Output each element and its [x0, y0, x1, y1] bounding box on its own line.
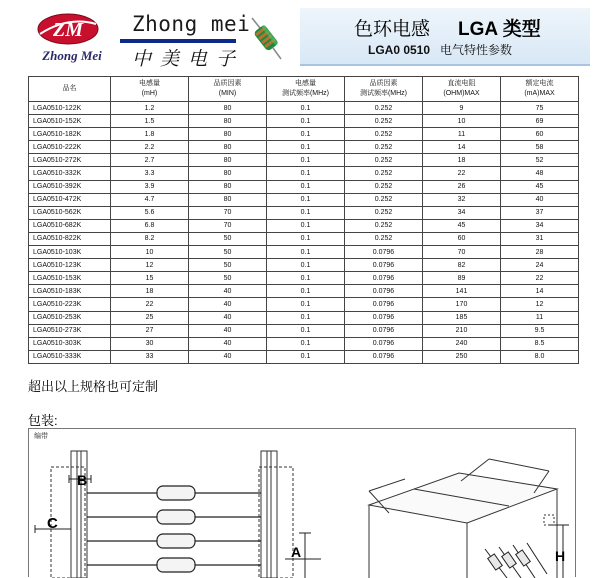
dimension-h	[549, 525, 569, 578]
table-cell: 1.2	[111, 102, 189, 115]
table-cell: 40	[189, 298, 267, 311]
column-header-line1: 品质因素	[213, 80, 242, 87]
column-header-line2: (mA)MAX	[524, 90, 555, 97]
table-row	[29, 102, 579, 115]
logo-word: Zhong Mei	[42, 48, 102, 63]
table-cell: 89	[423, 272, 501, 285]
title-box	[300, 8, 590, 66]
table-cell: 10	[111, 246, 189, 259]
table-row	[29, 154, 579, 167]
table-cell: 14	[501, 285, 579, 298]
table-cell: 8.2	[111, 232, 189, 245]
part-number-cell: LGA0510-103K	[29, 246, 111, 259]
table-cell: 70	[423, 246, 501, 259]
table-cell: 4.7	[111, 193, 189, 206]
table-cell: 32	[423, 193, 501, 206]
table-cell: 1.8	[111, 128, 189, 141]
part-number-cell: LGA0510-333K	[29, 350, 111, 363]
part-number-cell: LGA0510-822K	[29, 232, 111, 245]
dim-h-label: H	[555, 548, 566, 564]
table-cell: 14	[423, 141, 501, 154]
table-cell: 69	[501, 115, 579, 128]
table-cell: 33	[111, 350, 189, 363]
table-cell: 0.1	[267, 115, 345, 128]
table-cell: 0.252	[345, 193, 423, 206]
taped-components	[87, 486, 261, 572]
table-cell: 45	[423, 219, 501, 232]
title-chinese: 色环电感	[354, 19, 431, 40]
table-cell: 75	[501, 102, 579, 115]
table-cell: 0.1	[267, 154, 345, 167]
table-row	[29, 206, 579, 219]
table-cell: 48	[501, 167, 579, 180]
table-row	[29, 337, 579, 350]
table-cell: 0.1	[267, 128, 345, 141]
part-number-cell: LGA0510-273K	[29, 324, 111, 337]
table-cell: 0.1	[267, 298, 345, 311]
part-number-cell: LGA0510-303K	[29, 337, 111, 350]
part-number-cell: LGA0510-122K	[29, 102, 111, 115]
part-number-cell: LGA0510-153K	[29, 272, 111, 285]
part-number-cell: LGA0510-183K	[29, 285, 111, 298]
table-cell: 0.252	[345, 115, 423, 128]
table-cell: 6.8	[111, 219, 189, 232]
table-cell: 0.252	[345, 154, 423, 167]
subtitle-chinese: 电气特性参数	[440, 43, 513, 57]
table-cell: 5.6	[111, 206, 189, 219]
table-cell: 50	[189, 232, 267, 245]
table-cell: 12	[111, 259, 189, 272]
table-row	[29, 128, 579, 141]
part-number-cell: LGA0510-472K	[29, 193, 111, 206]
table-cell: 0.1	[267, 141, 345, 154]
table-row	[29, 311, 579, 324]
table-row	[29, 246, 579, 259]
drawing-label: 编带	[34, 433, 48, 440]
table-row	[29, 141, 579, 154]
header	[0, 0, 600, 72]
table-cell: 0.1	[267, 311, 345, 324]
table-row	[29, 298, 579, 311]
table-cell: 0.1	[267, 337, 345, 350]
table-cell: 3.9	[111, 180, 189, 193]
column-header-line1: 品质因素	[369, 80, 398, 87]
brand-underline	[120, 39, 236, 43]
table-header-row	[29, 77, 579, 102]
table-row	[29, 350, 579, 363]
part-number-cell: LGA0510-253K	[29, 311, 111, 324]
table-cell: 0.252	[345, 128, 423, 141]
part-number-cell: LGA0510-272K	[29, 154, 111, 167]
table-cell: 250	[423, 350, 501, 363]
table-cell: 0.252	[345, 167, 423, 180]
table-cell: 0.1	[267, 285, 345, 298]
column-header	[189, 77, 267, 102]
table-cell: 0.1	[267, 232, 345, 245]
part-number-cell: LGA0510-152K	[29, 115, 111, 128]
table-cell: 12	[501, 298, 579, 311]
table-cell: 50	[189, 259, 267, 272]
model-number: LGA0 0510	[368, 43, 431, 57]
table-cell: 18	[111, 285, 189, 298]
table-cell: 141	[423, 285, 501, 298]
table-cell: 8.5	[501, 337, 579, 350]
table-cell: 0.1	[267, 206, 345, 219]
table-cell: 0.1	[267, 324, 345, 337]
table-row	[29, 285, 579, 298]
column-header	[345, 77, 423, 102]
packaging-heading: 包装:	[28, 413, 58, 428]
table-cell: 11	[501, 311, 579, 324]
table-cell: 9	[423, 102, 501, 115]
table-cell: 60	[501, 128, 579, 141]
table-row	[29, 115, 579, 128]
table-cell: 60	[423, 232, 501, 245]
subtitle	[368, 41, 512, 58]
brand-name-latin: Zhong mei	[132, 12, 251, 36]
part-number-cell: LGA0510-562K	[29, 206, 111, 219]
table-cell: 0.1	[267, 219, 345, 232]
table-cell: 22	[111, 298, 189, 311]
table-cell: 0.0796	[345, 324, 423, 337]
dim-c-label: C	[47, 515, 58, 532]
dimension-b	[69, 472, 91, 488]
table-cell: 80	[189, 167, 267, 180]
table-cell: 80	[189, 141, 267, 154]
brand-name-chinese: 中美电子	[132, 48, 245, 70]
table-cell: 70	[189, 219, 267, 232]
table-cell: 0.0796	[345, 298, 423, 311]
table-cell: 80	[189, 102, 267, 115]
table-cell: 0.1	[267, 180, 345, 193]
table-cell: 80	[189, 115, 267, 128]
table-cell: 80	[189, 128, 267, 141]
table-cell: 0.0796	[345, 337, 423, 350]
column-header-line2: 测试频率(MHz)	[281, 90, 330, 97]
spec-table	[28, 76, 579, 364]
table-cell: 0.252	[345, 219, 423, 232]
column-header-line2: (MIN)	[218, 90, 237, 97]
table-cell: 50	[189, 272, 267, 285]
boxed-components	[485, 543, 547, 578]
table-cell: 210	[423, 324, 501, 337]
table-cell: 26	[423, 180, 501, 193]
column-header-line1: 直流电阻	[447, 80, 476, 87]
column-header-line1: 电感量	[295, 80, 316, 87]
column-header	[111, 77, 189, 102]
part-number-cell: LGA0510-392K	[29, 180, 111, 193]
custom-spec-note: 超出以上规格也可定制	[28, 379, 159, 394]
table-cell: 0.0796	[345, 272, 423, 285]
table-cell: 27	[111, 324, 189, 337]
logo-letters: ZM	[53, 19, 83, 41]
table-row	[29, 272, 579, 285]
table-cell: 8.0	[501, 350, 579, 363]
table-row	[29, 180, 579, 193]
part-number-cell: LGA0510-182K	[29, 128, 111, 141]
table-cell: 18	[423, 154, 501, 167]
dimension-a	[285, 533, 321, 578]
column-header-line1: 额定电流	[525, 80, 554, 87]
table-cell: 185	[423, 311, 501, 324]
table-row	[29, 324, 579, 337]
table-cell: 15	[111, 272, 189, 285]
table-cell: 40	[189, 350, 267, 363]
part-number-cell: LGA0510-682K	[29, 219, 111, 232]
part-number-cell: LGA0510-123K	[29, 259, 111, 272]
table-cell: 11	[423, 128, 501, 141]
table-cell: 0.0796	[345, 311, 423, 324]
column-header	[423, 77, 501, 102]
dim-b-label: B	[77, 472, 88, 488]
table-cell: 0.0796	[345, 285, 423, 298]
title-type: LGA 类型	[458, 19, 541, 40]
table-cell: 40	[189, 311, 267, 324]
column-header-line2: (mH)	[141, 90, 158, 97]
column-header	[501, 77, 579, 102]
table-cell: 0.252	[345, 141, 423, 154]
table-cell: 34	[501, 219, 579, 232]
table-cell: 31	[501, 232, 579, 245]
table-cell: 3.3	[111, 167, 189, 180]
table-cell: 0.1	[267, 272, 345, 285]
table-cell: 0.1	[267, 102, 345, 115]
table-cell: 0.0796	[345, 246, 423, 259]
table-cell: 0.1	[267, 246, 345, 259]
table-cell: 52	[501, 154, 579, 167]
table-cell: 58	[501, 141, 579, 154]
table-cell: 0.0796	[345, 259, 423, 272]
column-header-line1: 品名	[62, 85, 77, 92]
table-cell: 0.252	[345, 180, 423, 193]
part-number-cell: LGA0510-332K	[29, 167, 111, 180]
packaging-drawing	[28, 428, 576, 577]
table-row	[29, 259, 579, 272]
table-cell: 0.252	[345, 102, 423, 115]
table-cell: 9.5	[501, 324, 579, 337]
table-cell: 40	[501, 193, 579, 206]
column-header-line2: 测试频率(MHz)	[359, 90, 408, 97]
column-header	[267, 77, 345, 102]
table-cell: 2.2	[111, 141, 189, 154]
table-cell: 40	[189, 337, 267, 350]
table-cell: 40	[189, 324, 267, 337]
table-cell: 0.252	[345, 232, 423, 245]
column-header	[29, 77, 111, 102]
table-cell: 22	[423, 167, 501, 180]
table-cell: 1.5	[111, 115, 189, 128]
table-cell: 80	[189, 193, 267, 206]
part-number-cell: LGA0510-223K	[29, 298, 111, 311]
table-cell: 28	[501, 246, 579, 259]
table-cell: 170	[423, 298, 501, 311]
table-cell: 0.0796	[345, 350, 423, 363]
table-cell: 30	[111, 337, 189, 350]
table-cell: 0.1	[267, 167, 345, 180]
table-row	[29, 232, 579, 245]
table-cell: 2.7	[111, 154, 189, 167]
title	[354, 14, 541, 41]
table-cell: 25	[111, 311, 189, 324]
inductor-icon	[248, 14, 284, 62]
table-cell: 80	[189, 180, 267, 193]
logo-emblem	[36, 12, 100, 46]
table-cell: 37	[501, 206, 579, 219]
table-cell: 0.1	[267, 259, 345, 272]
table-cell: 0.1	[267, 193, 345, 206]
table-row	[29, 193, 579, 206]
dim-a-label: A	[291, 544, 302, 560]
table-row	[29, 167, 579, 180]
table-cell: 24	[501, 259, 579, 272]
part-number-cell: LGA0510-222K	[29, 141, 111, 154]
table-cell: 45	[501, 180, 579, 193]
table-cell: 10	[423, 115, 501, 128]
table-cell: 34	[423, 206, 501, 219]
column-header-line1: 电感量	[139, 80, 160, 87]
tape-reel-diagram	[29, 429, 577, 578]
table-cell: 50	[189, 246, 267, 259]
table-cell: 240	[423, 337, 501, 350]
table-cell: 0.252	[345, 206, 423, 219]
dimension-c	[35, 515, 71, 533]
table-row	[29, 219, 579, 232]
table-cell: 82	[423, 259, 501, 272]
table-cell: 80	[189, 154, 267, 167]
table-cell: 22	[501, 272, 579, 285]
table-cell: 0.1	[267, 350, 345, 363]
table-cell: 70	[189, 206, 267, 219]
column-header-line2: (OHM)MAX	[443, 90, 480, 97]
table-cell: 40	[189, 285, 267, 298]
table-body	[29, 102, 579, 364]
